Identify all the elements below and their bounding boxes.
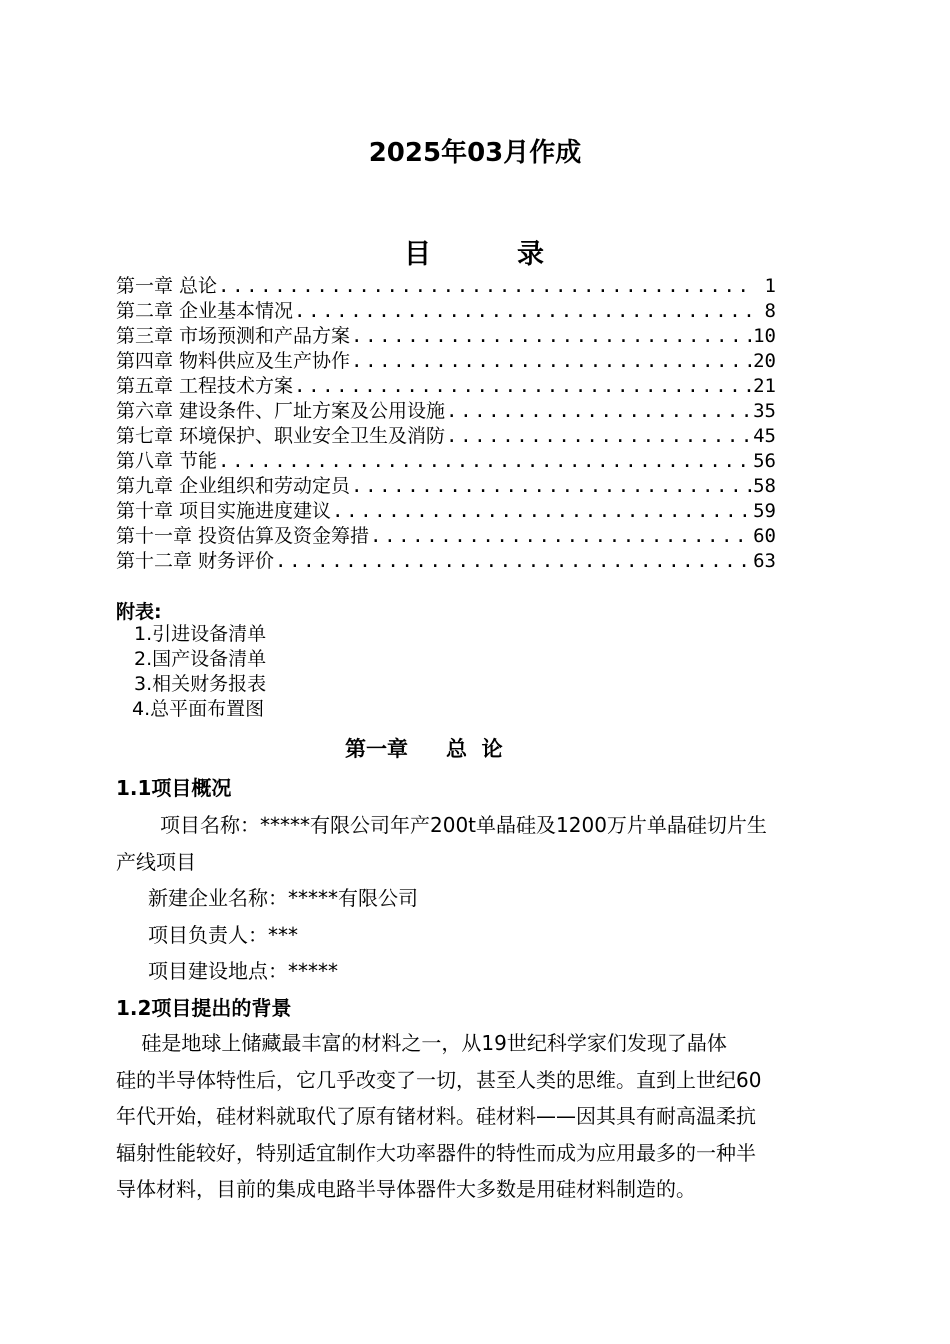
date-title: 2025年03月作成 — [368, 138, 582, 168]
responsible-line: 项目负责人：*** — [148, 923, 298, 947]
toc-entry-page: 10 — [753, 325, 776, 347]
toc-leader-dots — [351, 349, 752, 374]
paragraph-line: 导体材料，目前的集成电路半导体器件大多数是用硅材料制造的。 — [116, 1177, 696, 1201]
toc-entry-page: 63 — [753, 550, 776, 572]
appendix-item: 4.总平面布置图 — [132, 698, 265, 720]
toc-entry — [116, 374, 776, 399]
toc-entry-page: 1 — [764, 275, 776, 297]
toc-entry-page: 60 — [753, 525, 776, 547]
appendix-item: 1.引进设备清单 — [134, 623, 267, 645]
appendix-item: 2.国产设备清单 — [134, 648, 267, 670]
toc-entry-label: 第九章 企业组织和劳动定员 — [116, 475, 351, 497]
project-name-line: 产线项目 — [116, 850, 196, 874]
toc-entry — [116, 549, 776, 574]
toc-entry-page: 8 — [764, 300, 776, 322]
toc-entry-label: 第三章 市场预测和产品方案 — [116, 325, 351, 347]
toc-entry — [116, 449, 776, 474]
toc-entry — [116, 474, 776, 499]
table-of-contents — [116, 274, 776, 574]
toc-leader-dots — [332, 499, 752, 524]
paragraph-line: 硅的半导体特性后，它几乎改变了一切，甚至人类的思维。直到上世纪60 — [116, 1067, 762, 1092]
toc-leader-dots — [351, 474, 752, 499]
toc-title-part2: 录 — [517, 239, 544, 270]
company-name-line: 新建企业名称：*****有限公司 — [148, 886, 418, 910]
section-heading-1-2: 1.2项目提出的背景 — [116, 996, 292, 1020]
toc-entry-label: 第六章 建设条件、厂址方案及公用设施 — [116, 400, 446, 422]
toc-entry-label: 第十一章 投资估算及资金筹措 — [116, 525, 370, 547]
toc-entry-page: 59 — [753, 500, 776, 522]
project-name-line: 项目名称：*****有限公司年产200t单晶硅及1200万片单晶硅切片生 — [160, 813, 767, 837]
background-paragraph — [116, 1025, 836, 1208]
location-line: 项目建设地点：***** — [148, 959, 338, 983]
chapter-title: 总 论 — [446, 737, 503, 761]
toc-leader-dots — [218, 449, 752, 474]
toc-leader-dots — [294, 374, 752, 399]
toc-entry-label: 第八章 节能 — [116, 450, 218, 472]
chapter-heading — [345, 733, 503, 763]
section-heading-1-1: 1.1项目概况 — [116, 776, 232, 800]
toc-entry-label: 第一章 总论 — [116, 275, 218, 297]
toc-entry-label: 第十章 项目实施进度建议 — [116, 500, 332, 522]
toc-entry — [116, 499, 776, 524]
toc-entry — [116, 274, 776, 299]
appendix-heading: 附表: — [116, 601, 162, 623]
toc-entry-page: 45 — [753, 425, 776, 447]
toc-entry — [116, 349, 776, 374]
toc-entry-page: 35 — [753, 400, 776, 422]
toc-title-part1: 目 — [404, 239, 431, 270]
toc-entry — [116, 524, 776, 549]
toc-entry-label: 第五章 工程技术方案 — [116, 375, 294, 397]
toc-entry-label: 第七章 环境保护、职业安全卫生及消防 — [116, 425, 446, 447]
toc-title — [404, 232, 544, 271]
paragraph-line: 硅是地球上储藏最丰富的材料之一，从19世纪科学家们发现了晶体 — [116, 1031, 727, 1055]
toc-entry-page: 58 — [753, 475, 776, 497]
toc-leader-dots — [446, 399, 752, 424]
toc-leader-dots — [218, 274, 752, 299]
toc-leader-dots — [275, 549, 752, 574]
toc-leader-dots — [294, 299, 752, 324]
toc-leader-dots — [370, 524, 752, 549]
toc-entry — [116, 324, 776, 349]
chapter-number: 第一章 — [345, 737, 408, 761]
toc-entry — [116, 299, 776, 324]
paragraph-line: 辐射性能较好，特别适宜制作大功率器件的特性而成为应用最多的一种半 — [116, 1140, 756, 1165]
toc-entry-page: 20 — [753, 350, 776, 372]
paragraph-line: 年代开始，硅材料就取代了原有锗材料。硅材料——因其具有耐高温柔抗 — [116, 1104, 756, 1128]
appendix-item: 3.相关财务报表 — [134, 673, 267, 695]
appendix-list — [134, 622, 266, 722]
toc-entry-label: 第十二章 财务评价 — [116, 550, 275, 572]
toc-entry-page: 56 — [753, 450, 776, 472]
toc-leader-dots — [351, 324, 752, 349]
toc-entry-label: 第四章 物料供应及生产协作 — [116, 350, 351, 372]
toc-leader-dots — [446, 424, 752, 449]
toc-entry-label: 第二章 企业基本情况 — [116, 300, 294, 322]
toc-entry-page: 21 — [753, 375, 776, 397]
toc-entry — [116, 424, 776, 449]
toc-entry — [116, 399, 776, 424]
